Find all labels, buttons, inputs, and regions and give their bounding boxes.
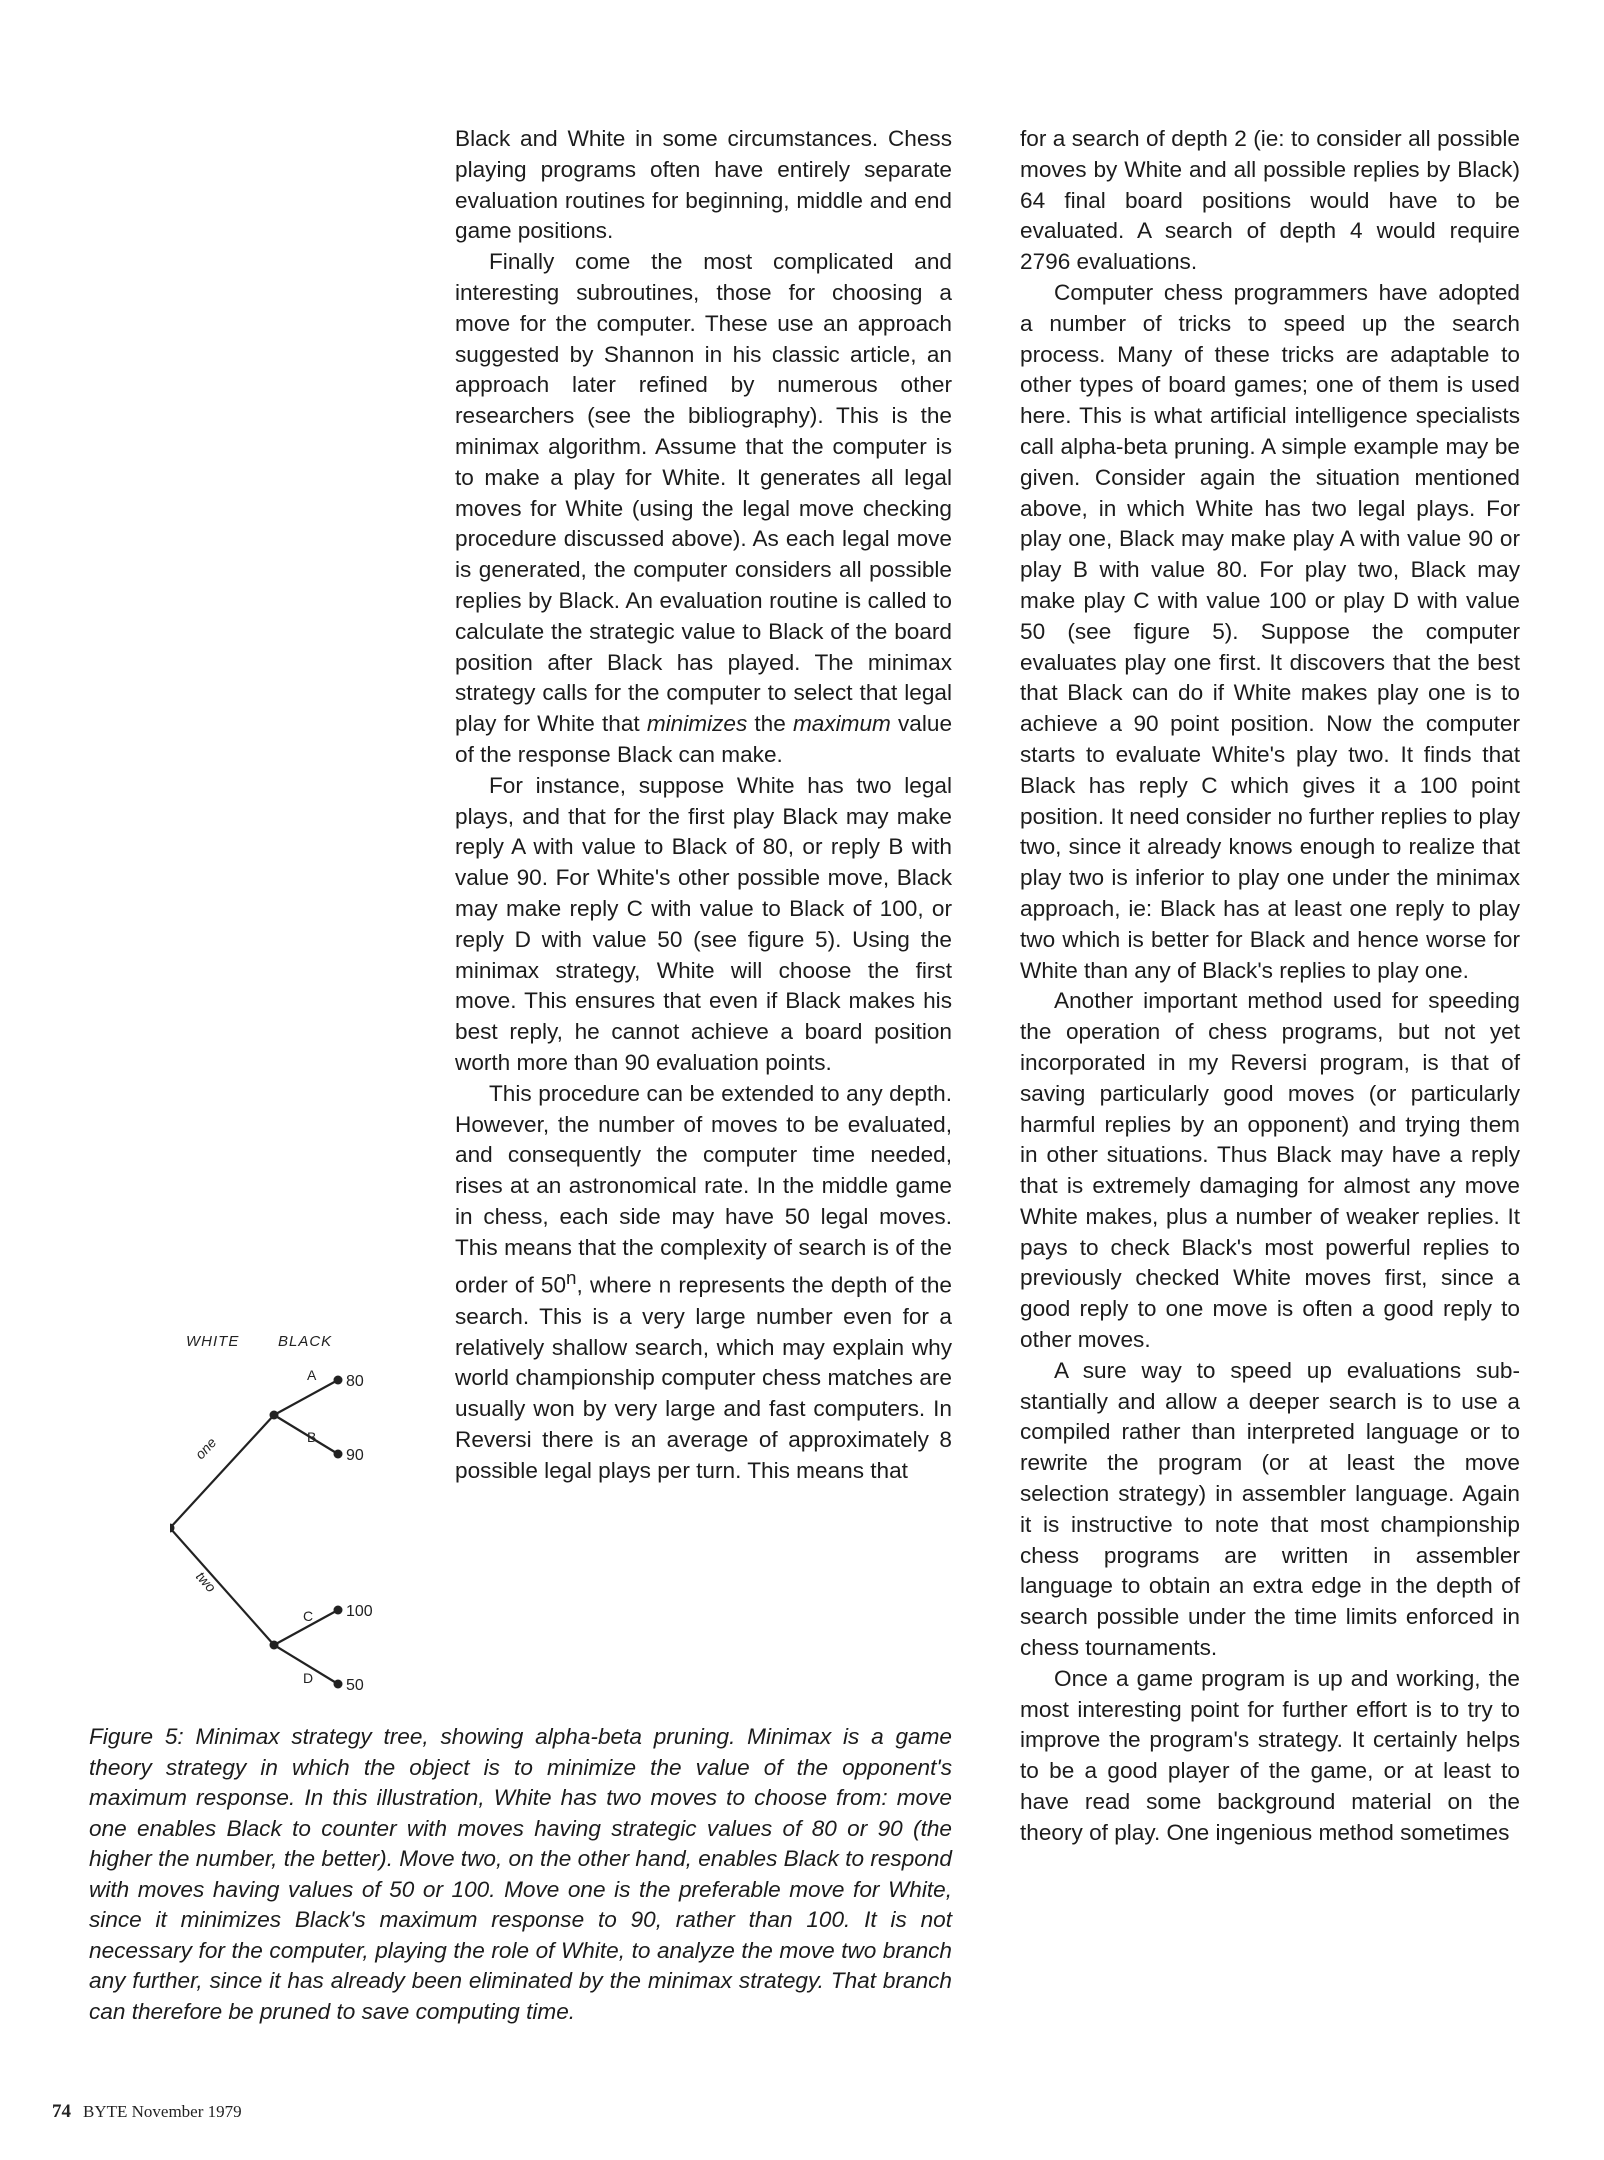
paragraph xyxy=(455,1079,952,1487)
paragraph: Computer chess programmers have adopted a number of tricks to speed up the search process. Many of these tricks are adaptable to other types of board games; one of them is used here. This is what artificial intelligence specialists call alpha-beta pruning. A simple example may be given. Consider again the situation mentioned above, in which White has two legal plays. For play one, Black may make play A with value 90 or play B with value 80. For play two, Black may make play C with value 100 or play D with value 50 (see figure 5). Suppose the computer evaluates play one first. It discovers that the best that Black can do if White makes play one is to achieve a 90 point position. Now the computer starts to evaluate White's play two. It finds that Black has reply C which gives it a 100 point position. It need consider no further replies to play two, since it already knows enough to realize that play two is inferior to play one under the minimax approach, ie: Black has at least one reply to play two which is better for Black and hence worse for White than any of Black's replies to play one. xyxy=(1020,279,1520,983)
value-label-50: 50 xyxy=(346,1677,364,1694)
tree-edges xyxy=(170,1380,338,1684)
branch-label-one: one xyxy=(191,1434,220,1463)
figure-caption: Figure 5: Minimax strategy tree, showing alpha-beta pruning. Minimax is a game theory strategy in which the object is to minimize the value of the opponent's maximum response. In this illustration, White has two moves to choose from: move one enables Black to counter with moves having strategic values of 80 or 90 (the higher the number, the better). Move two, on the other hand, enables Black to respond with moves having values of 50 or 100. Move one is the preferable move for White, since it minimizes Black's maximum response to 90, rather than 100. It is not necessary for the computer, playing the role of White, to analyze the move two branch any further, since it has already been eliminated by the minimax strategy. That branch can therefore be pruned to save computing time. xyxy=(89,1724,952,2024)
magazine-issue: BYTE November 1979 xyxy=(83,2102,242,2121)
leaf-c xyxy=(334,1606,343,1615)
edge-one xyxy=(170,1415,274,1528)
paragraph xyxy=(455,247,952,771)
node-label-d: D xyxy=(303,1670,314,1686)
edge-a xyxy=(274,1380,338,1415)
paragraph: Black and White in some circumstances. Chess playing programs often have entirely separate evaluation routines for beginning, middle and end game positions. xyxy=(455,126,952,244)
paragraph-text: value of the response Black can make. xyxy=(455,711,953,767)
node-label-c: C xyxy=(303,1608,314,1624)
emphasis-text: maximum xyxy=(792,711,891,737)
value-label-90: 90 xyxy=(346,1447,364,1464)
node-label-a: A xyxy=(307,1367,317,1383)
superscript: n xyxy=(566,1267,577,1289)
paragraph: A sure way to speed up evaluations substantially and allow a deeper search is to use a compiled rather than interpreted language or to rewrite the program (or at least the move selection strategy) in assembler language. Again it is instructive to note that most championship chess programs are written in assembler language to obtain an extra edge in the depth of search possible under the time limits enforced in chess tournaments. xyxy=(1020,1357,1520,1661)
paragraph: Once a game program is up and working, the most interesting point for further effort is to try to improve the program's strategy. It certainly helps to be a good player of the game, or at least to have read some background material on the theory of play. One ingenious method sometimes xyxy=(1020,1665,1520,1845)
leaf-b xyxy=(334,1450,343,1459)
article-column-right xyxy=(1020,124,1520,1849)
edge-b xyxy=(274,1415,338,1454)
paragraph-text: Finally come the most complicated and interesting subroutines, those for choosing a move for the computer. These use an approach suggested by Shannon in his classic article, an approach later refined by numerous other researchers (see the bibliography). This is the minimax algorithm. Assume that the computer is to make a play for White. It generates all legal moves for White (using the legal move checking procedure discussed above). As each legal move is generated, the computer considers all possible replies by Black. An evaluation routine is called to calculate the strategic value to Black of the board position after Black has played. The minimax strategy calls for the computer to select that legal play for White that xyxy=(455,249,952,737)
node-one xyxy=(270,1411,279,1420)
edge-two xyxy=(170,1528,274,1645)
figure-header-black: BLACK xyxy=(278,1333,333,1350)
leaf-d xyxy=(334,1680,343,1689)
paragraph: For instance, suppose White has two legal plays, and that for the first play Black may make reply A with value to Black of 80, or reply B with value 90. For White's other possible move, Black may make reply C with value to Black of 100, or reply D with value 50 (see figure 5). Using the minimax strategy, White will choose the first move. This ensures that even if Black makes his best reply, he cannot achieve a board position worth more than 90 evaluation points. xyxy=(455,772,952,1075)
figure-header-white: WHITE xyxy=(186,1333,240,1350)
paragraph: Another important method used for speeding the operation of chess programs, but not yet incorporated in my Reversi program, is that of saving particularly good moves (or particularly harmful replies by an opponent) and trying them in other situations. Thus Black may have a reply that is extremely damaging for almost any move White makes, plus a number of weaker replies. It pays to check Black's most powerful replies to previously checked White moves first, since a good reply to one move is often a good reply to other moves. xyxy=(1020,988,1520,1353)
node-two xyxy=(270,1641,279,1650)
page-number: 74 xyxy=(52,2101,71,2122)
paragraph-text: the xyxy=(747,711,793,737)
value-label-80: 80 xyxy=(346,1373,364,1390)
paragraph-text: This procedure can be extended to any depth. However, the number of moves to be evaluated, and consequently the computer time needed, rises at an astronomical rate. In the middle game in chess, each side may have 50 legal moves. This means that the complexity of search is of the order of 50 xyxy=(455,1080,952,1299)
tree-nodes xyxy=(170,1376,343,1689)
paragraph-text: , where n represents the depth of the search. This is a very large number even for a relatively shallow search, which may explain why world championship computer chess matches are usually won by very large and fast computers. In Reversi there is an average of approximately 8 possible legal plays per turn. This means that xyxy=(455,1273,952,1483)
minimax-tree-figure xyxy=(170,1320,410,1700)
paragraph: for a search of depth 2 (ie: to consider all possible moves by White and all possible replies by Black) 64 final board positions would have to be evaluated. A search of depth 4 would require 2796 evaluations. xyxy=(1020,126,1520,275)
emphasis-text: minimizes xyxy=(646,711,748,737)
node-label-b: B xyxy=(307,1429,317,1445)
leaf-a xyxy=(334,1376,343,1385)
article-column-middle xyxy=(455,124,952,1487)
branch-label-two: two xyxy=(192,1568,220,1596)
value-label-100: 100 xyxy=(346,1603,373,1620)
page-footer xyxy=(52,2101,242,2123)
